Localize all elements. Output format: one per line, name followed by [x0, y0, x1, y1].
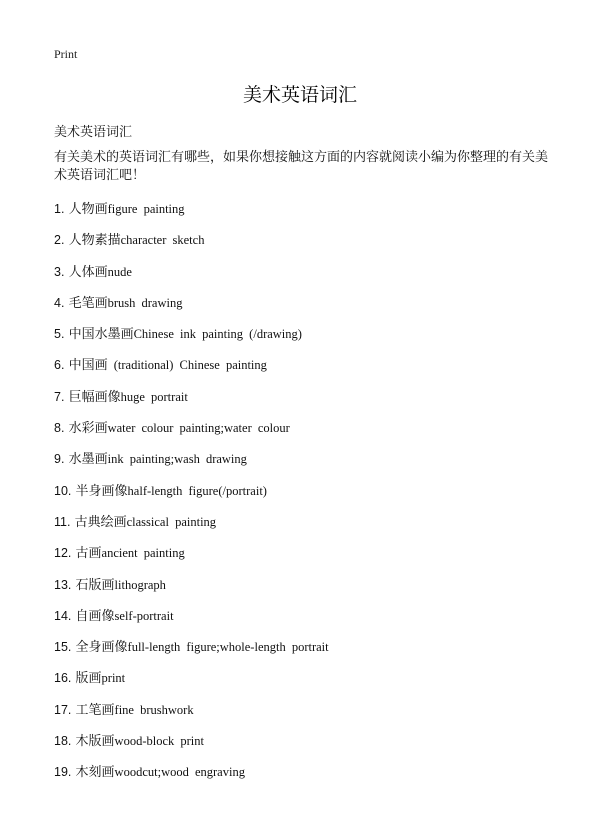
- list-item: [54, 637, 329, 668]
- list-item: [54, 668, 329, 699]
- item-english-term: woodcut;wood engraving: [114, 765, 245, 780]
- item-number: 11.: [54, 514, 71, 529]
- item-english-term: (traditional) Chinese painting: [107, 358, 267, 373]
- list-item: [54, 387, 329, 418]
- list-item: [54, 293, 329, 324]
- item-english-term: water colour painting;water colour: [107, 421, 290, 436]
- item-chinese-term: 中国水墨画: [68, 327, 134, 343]
- list-item: [54, 449, 329, 480]
- item-number: 10.: [54, 483, 72, 498]
- item-number: 7.: [54, 389, 65, 404]
- item-number: 17.: [54, 702, 72, 717]
- item-chinese-term: 自画像: [75, 608, 115, 624]
- vocabulary-list: [54, 199, 329, 794]
- item-english-term: brush drawing: [107, 295, 183, 310]
- item-chinese-term: 古画: [75, 546, 102, 562]
- item-number: 6.: [54, 358, 65, 373]
- item-english-term: figure painting: [107, 202, 185, 216]
- item-english-term: character sketch: [120, 233, 205, 248]
- list-item: [54, 324, 329, 355]
- list-item: [54, 700, 329, 731]
- list-item: [54, 575, 329, 606]
- item-number: 14.: [54, 608, 72, 623]
- item-number: 1.: [54, 202, 65, 216]
- list-item: [54, 355, 329, 386]
- item-number: 15.: [54, 640, 72, 655]
- item-english-term: wood-block print: [114, 734, 204, 749]
- item-chinese-term: 木版画: [75, 734, 115, 750]
- item-number: 18.: [54, 734, 72, 749]
- item-english-term: ancient painting: [101, 546, 185, 561]
- item-english-term: huge portrait: [120, 389, 188, 404]
- item-chinese-term: 半身画像: [75, 483, 128, 499]
- list-item: [54, 418, 329, 449]
- item-chinese-term: 毛笔画: [68, 295, 108, 311]
- page-title: 美术英语词汇: [242, 84, 357, 106]
- item-chinese-term: 水彩画: [68, 421, 108, 437]
- item-english-term: lithograph: [114, 577, 166, 592]
- item-english-term: ink painting;wash drawing: [107, 452, 247, 467]
- item-english-term: full-length figure;whole-length portrait: [127, 640, 329, 655]
- item-chinese-term: 版画: [75, 671, 102, 687]
- item-chinese-term: 人物素描: [68, 233, 121, 249]
- item-number: 12.: [54, 546, 72, 561]
- list-item: [54, 230, 329, 261]
- item-english-term: print: [101, 671, 126, 686]
- item-english-term: classical painting: [126, 514, 217, 529]
- item-chinese-term: 人体画: [68, 264, 108, 280]
- item-number: 5.: [54, 327, 65, 342]
- item-chinese-term: 古典绘画: [74, 514, 127, 530]
- item-english-term: nude: [107, 264, 132, 279]
- item-number: 16.: [54, 671, 72, 686]
- item-number: 9.: [54, 452, 65, 467]
- list-item: [54, 731, 329, 762]
- list-item: [54, 199, 329, 230]
- list-item: [54, 762, 329, 793]
- item-chinese-term: 人物画: [68, 202, 108, 217]
- item-chinese-term: 木刻画: [75, 765, 115, 781]
- list-item: [54, 606, 329, 637]
- print-link[interactable]: Print: [54, 47, 78, 61]
- article-subtitle: 美术英语词汇: [54, 125, 133, 140]
- item-number: 2.: [54, 233, 65, 248]
- item-number: 19.: [54, 765, 72, 780]
- item-chinese-term: 全身画像: [75, 640, 128, 656]
- list-item: [54, 512, 329, 543]
- item-chinese-term: 工笔画: [75, 702, 115, 718]
- item-english-term: Chinese ink painting (/drawing): [133, 327, 302, 342]
- item-english-term: self-portrait: [114, 608, 174, 623]
- item-number: 8.: [54, 421, 65, 436]
- item-chinese-term: 水墨画: [68, 452, 108, 468]
- item-english-term: fine brushwork: [114, 702, 194, 717]
- item-number: 4.: [54, 295, 65, 310]
- item-chinese-term: 石版画: [75, 577, 115, 593]
- item-number: 13.: [54, 577, 72, 592]
- list-item: [54, 543, 329, 574]
- item-chinese-term: 巨幅画像: [68, 389, 121, 405]
- list-item: [54, 481, 329, 512]
- intro-paragraph: 有关美术的英语词汇有哪些，如果你想接触这方面的内容就阅读小编为你整理的有关美术英语词汇吧！: [54, 150, 549, 183]
- item-english-term: half-length figure(/portrait): [127, 483, 267, 498]
- item-chinese-term: 中国画: [68, 358, 108, 374]
- list-item: [54, 262, 329, 293]
- item-number: 3.: [54, 264, 65, 279]
